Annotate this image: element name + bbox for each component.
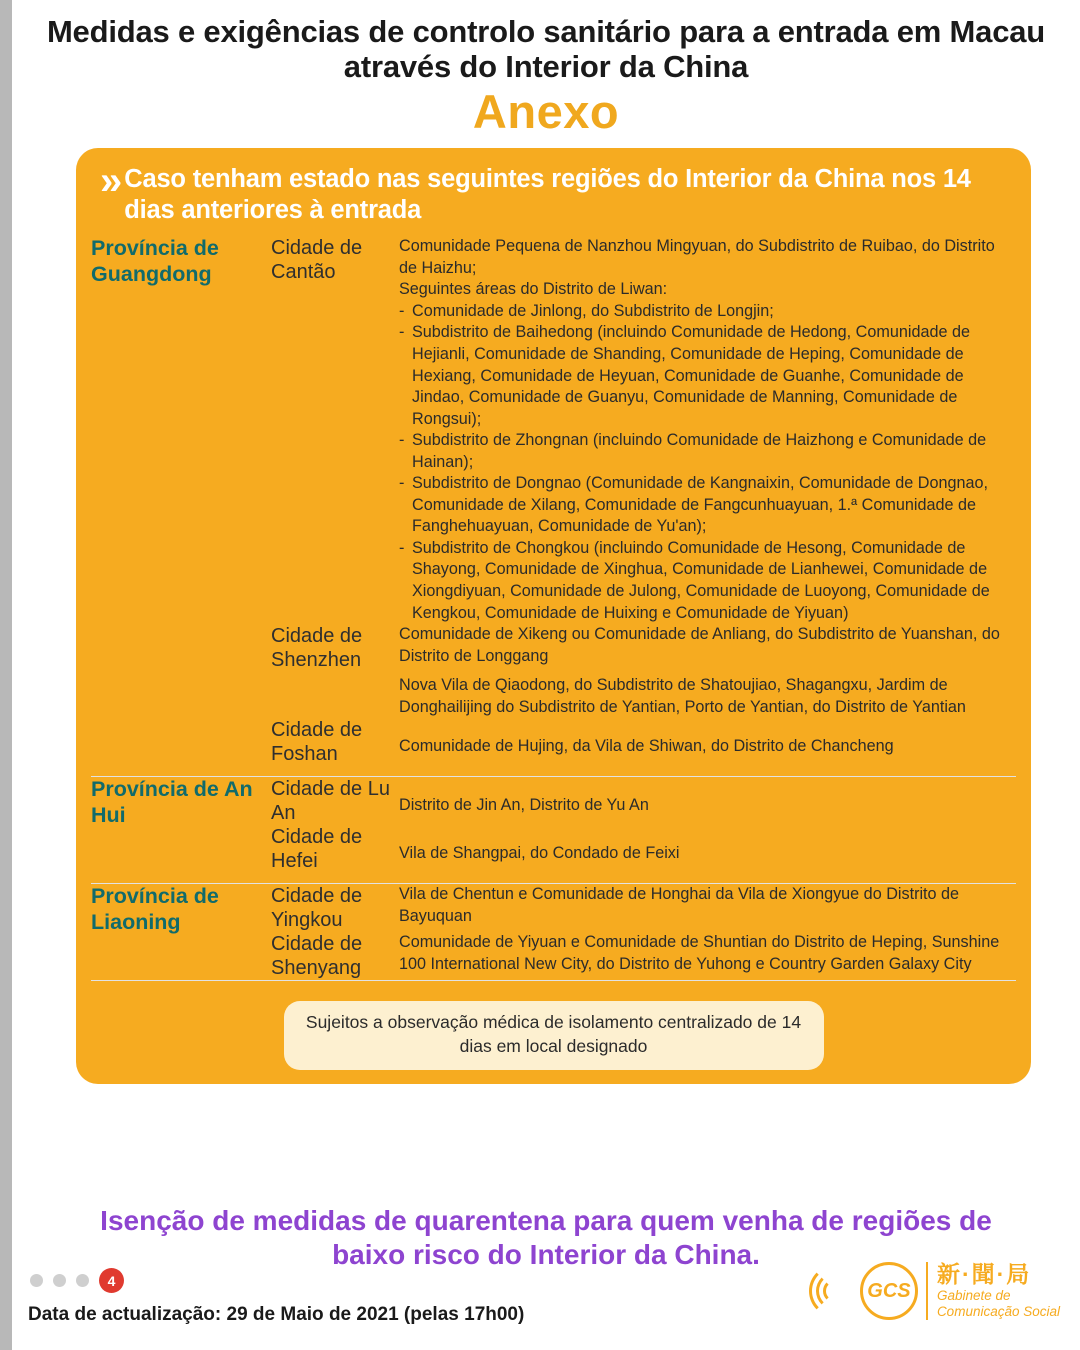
page-dot-current[interactable]: 4 [99, 1268, 124, 1293]
page-indicator [30, 1268, 124, 1293]
page-content [12, 0, 1080, 1350]
city-label: Cidade de Shenzhen [271, 625, 363, 672]
province-label: Província de Liaoning [91, 884, 271, 981]
province-label: Província de Guangdong [91, 236, 219, 287]
page-dot-1[interactable] [30, 1274, 43, 1287]
gcs-logo [812, 1262, 1060, 1320]
regions-table [91, 236, 1016, 987]
gcs-logo-pt-line1: Gabinete de [936, 1287, 1011, 1303]
gcs-logo-pt-line2: Comunicação Social [936, 1303, 1060, 1319]
city-label: Cidade de Cantão [271, 237, 363, 284]
gcs-logo-text [926, 1262, 1060, 1319]
left-edge-bar [0, 0, 12, 1350]
gcs-monogram: GCS [860, 1262, 918, 1320]
description-bullets [399, 301, 1016, 624]
table-bottom-separator [91, 981, 1016, 988]
region-description [399, 825, 1016, 873]
city-label: Cidade de Shenyang [271, 933, 363, 980]
description-line: Comunidade de Hujing, da Vila de Shiwan, do Distrito de Chancheng [399, 737, 894, 756]
table-row [91, 884, 1016, 933]
page-title: Medidas e exigências de controlo sanitário para a entrada em Macau através do Interior da China [46, 14, 1046, 85]
page-footer [12, 1246, 1080, 1350]
regions-card [76, 148, 1031, 1084]
page-header [12, 0, 1080, 136]
signal-waves-icon [812, 1263, 858, 1319]
list-item: - Subdistrito de Baihedong (incluindo Comunidade de Hedong, Comunidade de Hejianli, Comunidade de Shanding, Comunidade de Heping, Comunidade de Hexiang, Comunidade de Heyuan, Comunidade de Guanhe, Comunidade de Jindao, Comunidade de Guanyu, Comunidade de Manning, Comunidade de Rongsui); [399, 322, 1016, 430]
card-title-text: Caso tenham estado nas seguintes regiões do Interior da China nos 14 dias anteriores à entrada [124, 165, 971, 225]
page-dot-2[interactable] [53, 1274, 66, 1287]
description-line: Distrito de Jin An, Distrito de Yu An [399, 796, 649, 815]
table-row [91, 777, 1016, 826]
card-title-row [76, 148, 1031, 236]
page-subtitle: Anexo [472, 84, 620, 138]
description-line: Comunidade de Xikeng ou Comunidade de Anliang, do Subdistrito de Yuanshan, do Distrito de Longgang [399, 625, 1000, 665]
description-line: Vila de Chentun e Comunidade de Honghai da Vila de Xiongyue do Distrito de Bayuquan [399, 885, 960, 925]
update-date: Data de actualização: 29 de Maio de 2021 (pelas 17h00) [28, 1304, 525, 1325]
description-line: Comunidade Pequena de Nanzhou Mingyuan, do Subdistrito de Ruibao, do Distrito de Haizhu; [399, 237, 995, 277]
city-label: Cidade de Hefei [271, 826, 363, 873]
list-item: - Subdistrito de Zhongnan (incluindo Comunidade de Haizhong e Comunidade de Hainan); [399, 430, 1016, 473]
region-description [399, 624, 1016, 718]
city-label: Cidade de Yingkou [271, 884, 399, 933]
list-item: - Comunidade de Jinlong, do Subdistrito de Longjin; [399, 301, 1016, 323]
page-dot-3[interactable] [76, 1274, 89, 1287]
description-line: Seguintes áreas do Distrito de Liwan: [399, 280, 668, 299]
region-description [399, 236, 1016, 624]
description-line: Nova Vila de Qiaodong, do Subdistrito de Shatoujiao, Shagangxu, Jardim de Donghailijing do Subdistrito de Yantian, Porto de Yantian, do Distrito de Yantian [399, 676, 966, 716]
isolation-note: Sujeitos a observação médica de isolamento centralizado de 14 dias em local designado [284, 1001, 824, 1069]
description-line: Comunidade de Yiyuan e Comunidade de Shuntian do Distrito de Heping, Sunshine 100 International New City, do Distrito de Yuhong e Country Garden Galaxy City [399, 933, 1000, 973]
province-label: Província de An Hui [91, 777, 271, 884]
list-item: - Subdistrito de Chongkou (incluindo Comunidade de Hesong, Comunidade de Shayong, Comunidade de Xinghua, Comunidade de Lianhewei, Comunidade de Xiongdiyuan, Comunidade de Julong, Comunidade de Luoyong, Comunidade de Kengkou, Comunidade de Huixing e Comunidade de Yiyuan) [399, 538, 1016, 624]
double-chevron-right-icon: » [100, 159, 117, 203]
region-description [399, 777, 1016, 826]
region-description [399, 718, 1016, 766]
list-item: - Subdistrito de Dongnao (Comunidade de Kangnaixin, Comunidade de Dongnao, Comunidade de Xilang, Comunidade de Fangcunhuayuan, 1.ª Comunidade de Fanghehuayuan, Comunidade de Yu'an); [399, 473, 1016, 538]
table-row [91, 236, 1016, 624]
region-description [399, 932, 1016, 981]
gcs-logo-chinese: 新·聞·局 [936, 1261, 1032, 1288]
city-label: Cidade de Lu An [271, 777, 399, 826]
region-description [399, 884, 1016, 933]
description-line: Vila de Shangpai, do Condado de Feixi [399, 844, 680, 863]
city-label: Cidade de Foshan [271, 719, 363, 766]
exemption-highlight: Isenção de medidas de quarentena para quem venha de regiões de baixo risco do Interior da China. [100, 1205, 992, 1270]
